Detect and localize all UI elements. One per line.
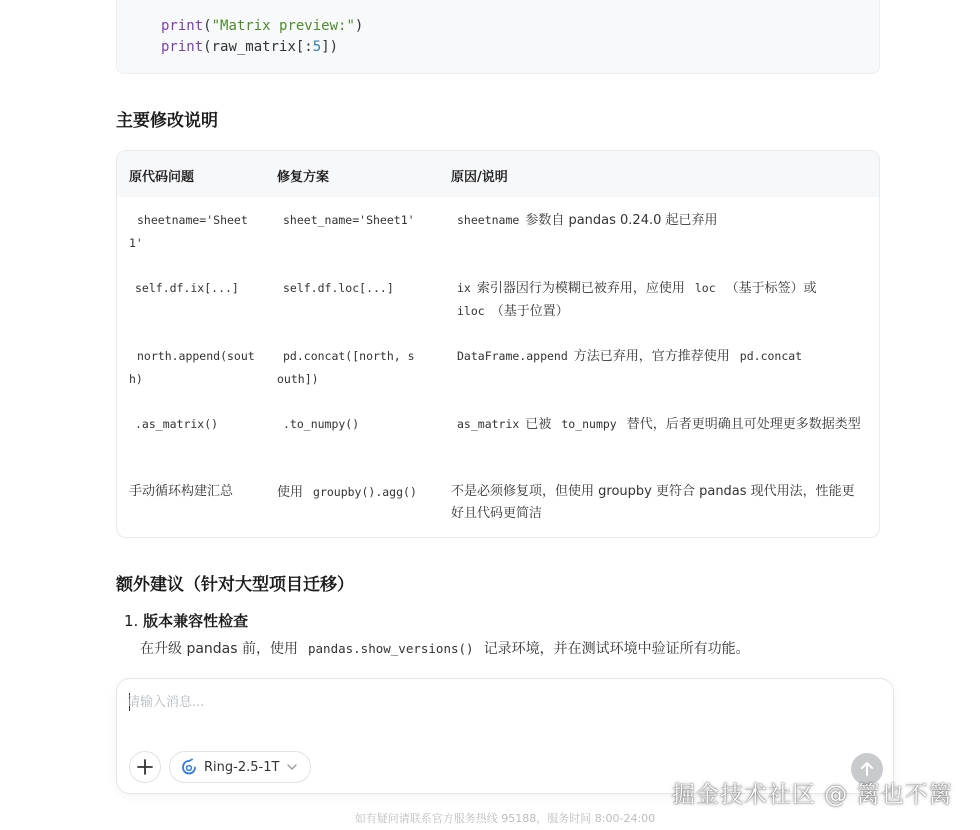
list-text: 在升级 pandas 前，使用 [140,641,298,657]
reason-text: 索引器因行为模糊已被弃用，应使用 [476,281,685,296]
table-row [117,277,880,343]
list-item [124,610,248,631]
reason-code: ix [457,281,471,295]
code-number: 5 [312,39,322,55]
code-arg: raw_matrix[: [211,39,313,55]
code-func: print [161,39,204,55]
code-func: print [161,18,204,34]
chevron-down-icon [285,760,299,774]
table-row [117,481,880,537]
reason-code: DataFrame.append [457,349,568,363]
orig-code: .as_matrix() [135,417,219,431]
fix-code: groupby().agg() [313,485,417,499]
message-input[interactable] [127,691,827,719]
model-selector[interactable] [169,751,311,783]
list-item-title: 版本兼容性检查 [143,612,249,630]
reason-text: （基于位置） [490,304,569,319]
list-item-body [140,638,750,660]
table-row [117,345,880,411]
reason-text: 不是必须修复项，但使用 groupby 更符合 pandas 现代用法，性能更好且代码更简洁 [451,484,855,521]
code-block [116,0,880,74]
table-header [117,151,879,197]
reason-text: （基于标签）或 [725,281,817,296]
code-line-1: print("Matrix preview:") [161,18,364,34]
footer-notice: 如有疑问请联系官方服务热线 95188，服务时间 8:00-24:00 [354,812,656,825]
watermark: 掘金技术社区 @ 篱也不篱 [672,782,953,808]
reason-code: iloc [457,304,485,318]
code-string: "Matrix preview:" [211,18,355,34]
reason-text: 替代，后者更明确且可处理更多数据类型 [626,417,861,432]
list-number: 1. [124,612,139,630]
code-line-2: print(raw_matrix[:5]) [161,39,339,55]
reason-code: sheetname [457,213,520,227]
fix-code: self.df.loc[...] [283,281,394,295]
reason-text: 已被 [525,417,552,432]
fix-code: .to_numpy() [283,417,360,431]
orig-code: self.df.ix[...] [135,281,239,295]
reason-text: 参数自 pandas 0.24.0 起已弃用 [525,213,718,228]
model-logo-icon [180,758,198,776]
reason-code: pd.concat [739,349,803,363]
orig-code: sheetname='Sheet1' [129,213,248,250]
changes-table [116,150,880,538]
plus-icon [136,758,154,776]
orig-text: 手动循环构建汇总 [129,484,234,499]
reason-code: loc [694,281,716,295]
orig-code: north.append(south) [129,349,255,386]
fix-text: 使用 [277,485,304,500]
code-arg-end: ]) [321,39,339,55]
reason-code: to_numpy [561,417,617,431]
inline-code: pandas.show_versions() [308,641,474,656]
table-header-cell: 原因/说明 [451,170,508,185]
section-title-extra-suggestions: 额外建议（针对大型项目迁移） [116,575,354,595]
fix-code: sheet_name='Sheet1' [283,213,415,227]
reason-text: 方法已弃用，官方推荐使用 [573,349,730,364]
list-text: 记录环境，并在测试环境中验证所有功能。 [483,641,750,657]
table-header-cell: 原代码问题 [129,170,195,185]
attach-button[interactable] [129,751,161,783]
table-row [117,413,880,479]
section-title-main-changes: 主要修改说明 [116,111,218,131]
fix-code: pd.concat([north, south]) [277,349,415,386]
table-header-cell: 修复方案 [277,170,330,185]
table-row [117,209,880,275]
reason-code: as_matrix [457,417,520,431]
model-label: Ring-2.5-1T [204,759,280,775]
